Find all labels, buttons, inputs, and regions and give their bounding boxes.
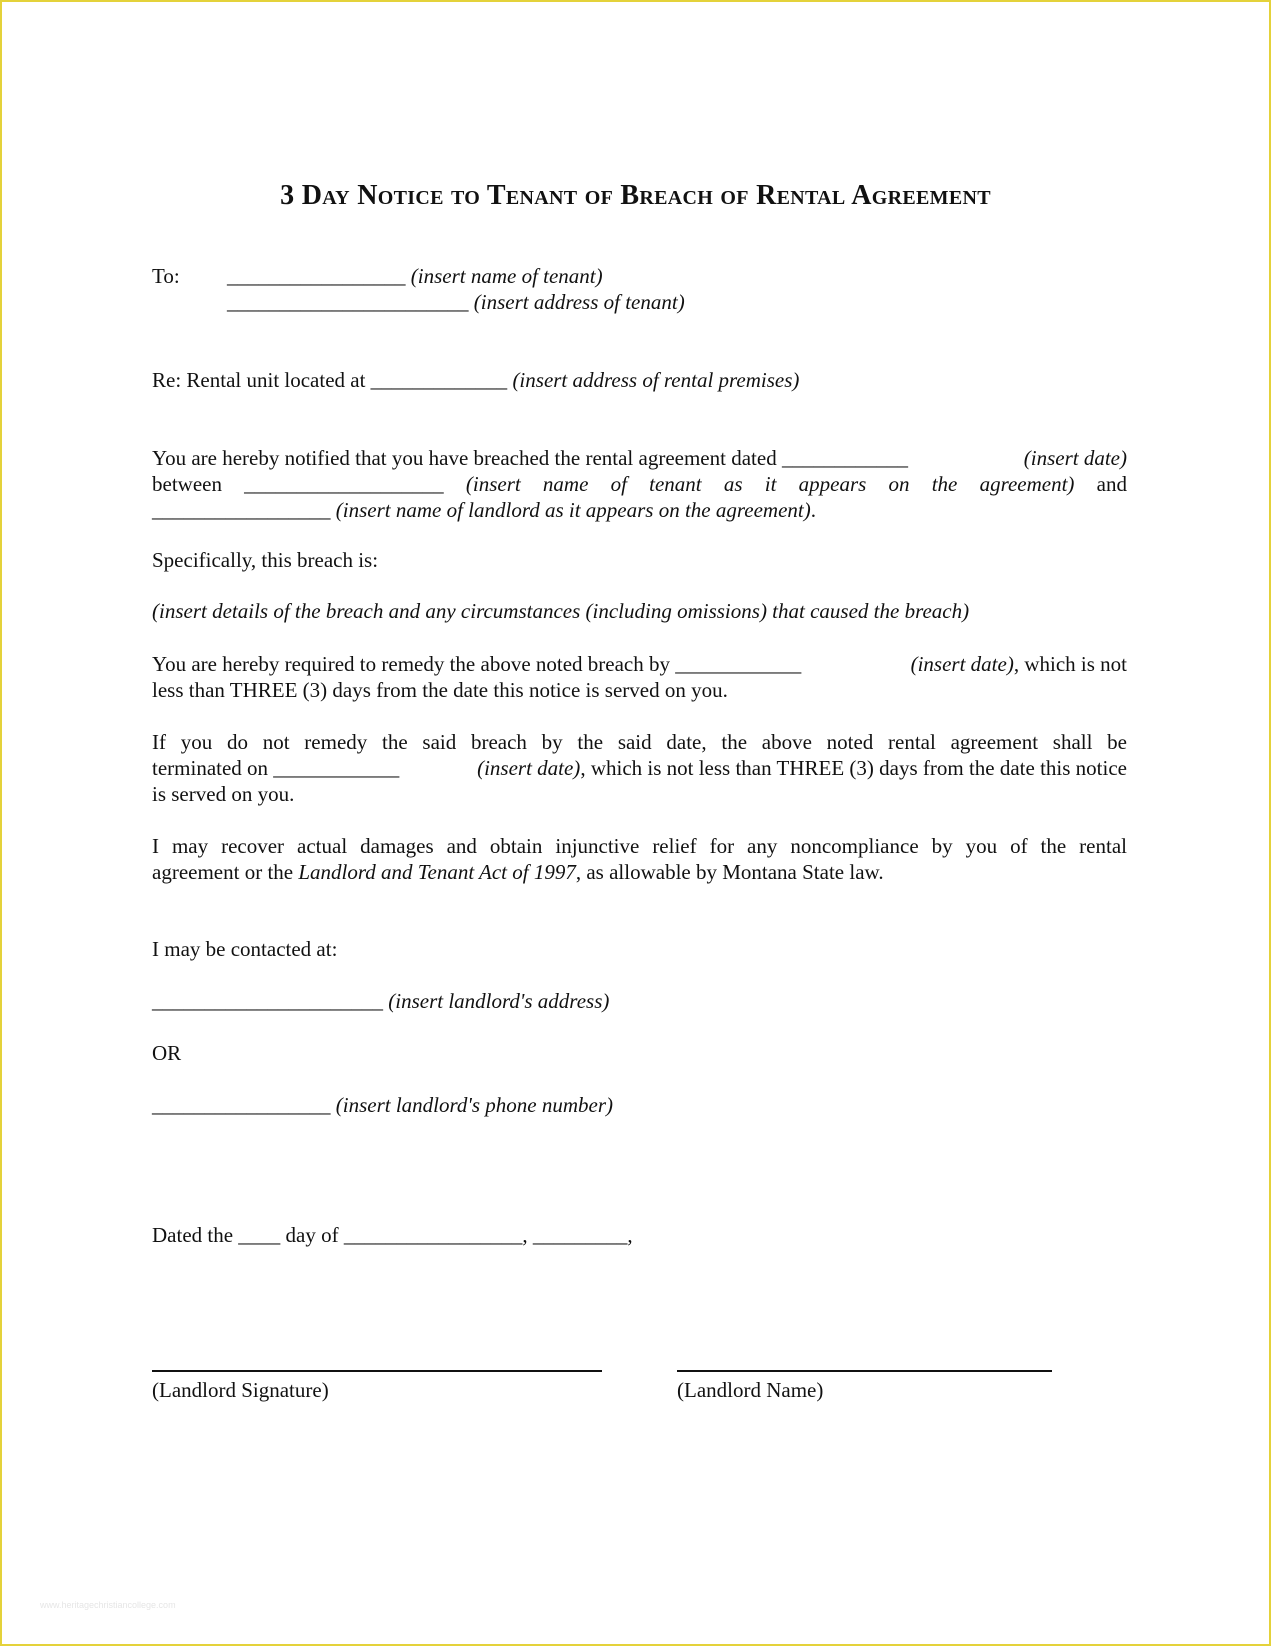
breach-details-hint: (insert details of the breach and any circumstances (including omissions) that caused the breach) [152,599,970,623]
notice-word: appears [798,472,867,496]
terminate-line-2 [152,755,1127,781]
terminate-line-3: is served on you. [152,782,295,806]
recover-line-1: I may recover actual damages and obtain injunctive relief for any noncompliance by you of the rental [152,834,1127,858]
terminate-date-hint: (insert date) [477,756,581,780]
landlord-address-blank: ______________________ [152,989,383,1013]
landlord-name-hint: (insert name of landlord as it appears on the agreement) [335,498,811,522]
landlord-address-hint: (insert landlord's address) [388,989,610,1013]
notice-period: . [810,498,816,522]
notice-word: name [542,472,589,496]
recover-line-2 [152,859,1127,885]
title-number: 3 [280,180,295,211]
notice-word: of [610,472,627,496]
terminate-hint-group [477,755,1127,781]
remedy-date-hint: (insert date) [910,652,1014,676]
act-name: Landlord and Tenant Act of 1997 [298,860,576,884]
notice-word: on [888,472,910,496]
notice-line-3 [152,497,1127,523]
tenant-name-blank: _________________ [227,264,406,288]
recover-paragraph [152,833,1127,885]
landlord-signature-label: (Landlord Signature) [152,1378,329,1402]
re-text: Re: Rental unit located at _____________ [152,368,508,392]
to-label: To: [152,264,180,288]
notice-paragraph [152,445,1127,523]
landlord-phone-line [152,1092,613,1118]
tenant-address-hint: (insert address of tenant) [473,290,685,314]
landlord-phone-hint: (insert landlord's phone number) [335,1093,614,1117]
notice-word: (insert [465,472,521,496]
notice-word: as [723,472,743,496]
notice-date-hint: (insert date) [1023,446,1127,470]
or-text: OR [152,1041,182,1065]
terminate-text: terminated on ____________ [152,756,400,780]
specifically-text: Specifically, this breach is: [152,548,379,572]
remedy-line-2: less than THREE (3) days from the date this notice is served on you. [152,678,728,702]
tenant-address-line [227,289,685,315]
tenant-name-line [227,263,603,289]
remedy-paragraph [152,651,1127,703]
landlord-phone-blank: _________________ [152,1093,331,1117]
landlord-name-label: (Landlord Name) [677,1378,824,1402]
name-line [677,1370,1052,1372]
title-text: Day Notice to Tenant of Breach of Rental Agreement [301,180,991,211]
terminate-line-2-wrap [152,755,1127,807]
remedy-hint-group [911,651,1127,677]
landlord-name-blank: _________________ [152,498,331,522]
landlord-address-line [152,988,609,1014]
notice-word: and [1096,472,1127,496]
notice-word: agreement) [979,472,1075,496]
contact-label: I may be contacted at: [152,937,338,961]
watermark: www.heritagechristiancollege.com [40,1600,176,1610]
re-hint: (insert address of rental premises) [512,368,800,392]
notice-word: the [931,472,958,496]
signature-line [152,1370,602,1372]
notice-word: tenant [649,472,702,496]
notice-line-2 [152,471,1127,497]
notice-word: between [152,472,222,496]
notice-word: it [764,472,777,496]
document-title [2,180,1269,212]
remedy-text-1: You are hereby required to remedy the above noted breach by ____________ [152,652,802,676]
remedy-text-end: , which is not [1013,652,1127,676]
remedy-line-1 [152,651,1127,677]
tenant-address-blank: _______________________ [227,290,469,314]
re-line [152,367,799,393]
terminate-text-end: , which is not less than THREE (3) days from the date this notice [580,756,1127,780]
notice-line-1 [152,445,1127,471]
recover-text-start: agreement or the [152,860,294,884]
recover-text-end: , as allowable by Montana State law. [575,860,884,884]
terminate-line-1: If you do not remedy the said breach by the said date, the above noted rental agreement shall be [152,730,1127,754]
dated-line: Dated the ____ day of _________________, _________, [152,1223,633,1247]
terminate-paragraph [152,729,1127,755]
notice-blank: ___________________ [244,472,444,496]
notice-text-1: You are hereby notified that you have breached the rental agreement dated ____________ [152,446,908,470]
tenant-name-hint: (insert name of tenant) [410,264,603,288]
